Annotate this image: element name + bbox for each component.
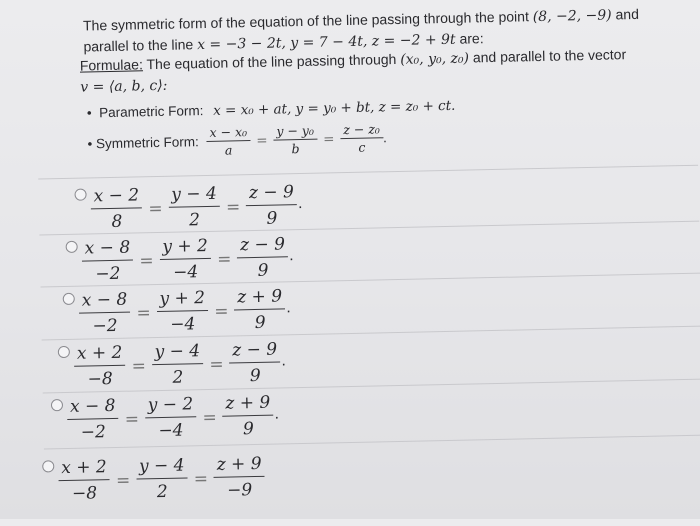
x-fraction [58,455,111,507]
y-fraction [136,453,189,505]
x-fraction [81,236,134,288]
equals-sign: = [322,130,335,148]
z-numerator: z − 9 [229,337,280,363]
sym-y-den: b [291,141,300,157]
sym-y-num: y − y₀ [273,122,317,141]
question-prefix: The symmetric form of the equation of the line passing through the point [82,8,530,34]
sym-z-num: z − z₀ [340,120,383,139]
y-numerator: y − 4 [168,182,220,208]
given-line-equation: x = −3 − 2t, y = 7 − 4t, z = −2 + 9t [196,31,456,54]
radio-button[interactable] [42,460,54,472]
z-numerator: z + 9 [222,391,273,417]
x-numerator: x − 8 [79,288,131,314]
z-numerator: z − 9 [246,180,297,206]
radio-button[interactable] [66,241,78,253]
z-denominator: 9 [242,419,255,440]
radio-button[interactable] [74,189,86,201]
y-denominator: −4 [170,314,196,335]
y-denominator: 2 [172,367,184,388]
period: . [297,194,303,213]
sym-x-num: x − x₀ [206,123,250,142]
equals-sign: = [214,301,229,322]
x-fraction [90,183,143,235]
x-numerator: x + 2 [74,341,126,367]
x-numerator: x − 8 [67,394,119,420]
period: . [281,352,287,370]
parallel-text: parallel to the line [83,36,194,55]
x-numerator: x + 2 [58,455,110,481]
z-fraction [222,391,274,443]
answer-option-3[interactable] [63,284,292,340]
z-fraction [234,284,286,336]
z-denominator: 9 [266,208,278,229]
y-fraction [144,392,197,444]
sym-x-fraction [206,123,250,159]
equals-sign: = [136,302,151,323]
y-denominator: −4 [172,262,199,283]
x-numerator: x − 2 [90,183,142,209]
y-numerator: y − 2 [144,392,196,418]
z-denominator: −9 [226,480,253,501]
formulae-text-1: The equation of the line passing through [146,50,397,73]
equals-sign: = [139,250,154,271]
bullet-dot: • [87,136,97,152]
z-numerator: z − 9 [237,232,288,258]
formulae-point: (x₀, y₀, z₀) [400,50,470,68]
y-numerator: y + 2 [159,234,211,260]
y-numerator: y − 4 [136,453,188,479]
y-fraction [159,234,212,286]
equals-sign: = [216,248,232,270]
symmetric-form [87,120,387,161]
y-numerator: y − 4 [151,339,203,365]
answer-option-4[interactable] [58,337,287,393]
sym-x-den: a [224,142,233,158]
sym-y-fraction [273,122,317,158]
given-point: (8, −2, −9) [532,7,612,26]
x-denominator: 8 [111,211,123,232]
question-and: and [615,5,640,23]
period: . [382,130,387,146]
formulae-text-2: and parallel to the vector [472,46,627,66]
period: . [286,299,291,317]
z-denominator: 9 [254,312,266,334]
z-fraction [229,337,281,389]
question-are: are: [459,30,484,47]
x-numerator: x − 8 [81,236,133,262]
sym-z-den: c [358,139,366,155]
radio-button[interactable] [63,293,75,305]
y-numerator: y + 2 [156,286,208,312]
x-denominator: −2 [92,315,118,337]
equals-sign: = [124,408,140,430]
x-fraction [74,341,127,393]
bullet-dot: • [86,105,96,121]
answer-option-6[interactable] [42,452,265,508]
x-denominator: −2 [95,263,121,285]
radio-button[interactable] [58,346,70,358]
y-fraction [156,286,209,338]
x-denominator: −8 [71,483,98,504]
z-fraction [213,452,265,504]
equals-sign: = [225,196,241,218]
equals-sign: = [148,198,163,219]
period: . [274,405,280,423]
z-fraction [246,180,298,232]
formulae-heading: Formulae: [79,56,144,74]
answer-option-5[interactable] [51,391,280,447]
z-fraction [237,232,289,284]
radio-button[interactable] [51,399,63,411]
equals-sign: = [209,354,224,375]
equals-sign: = [131,355,147,377]
equals-sign: = [193,468,209,489]
parametric-form [87,98,456,122]
x-fraction [67,394,120,446]
y-denominator: 2 [188,210,201,231]
y-denominator: −4 [158,420,184,442]
x-denominator: −2 [80,422,107,443]
x-fraction [79,288,132,340]
formulae-vector: v = ⟨a, b, c⟩: [80,77,168,96]
equals-sign: = [202,407,217,428]
sym-z-fraction [340,120,383,156]
answer-option-2[interactable] [65,232,294,288]
z-denominator: 9 [249,365,261,387]
x-denominator: −8 [87,368,113,390]
parametric-label: Parametric Form: [98,103,204,121]
z-numerator: z + 9 [234,284,285,310]
parametric-equation: x = x₀ + at, y = y₀ + bt, z = z₀ + ct. [212,97,456,119]
equals-sign: = [115,470,131,491]
y-denominator: 2 [156,481,168,503]
equals-sign: = [256,132,268,149]
divider [38,165,698,180]
z-denominator: 9 [257,260,269,281]
symmetric-label: Symmetric Form: [95,134,199,152]
y-fraction [151,339,204,391]
z-numerator: z + 9 [213,452,264,478]
period: . [289,247,294,265]
y-fraction [168,182,221,234]
answer-option-1[interactable] [74,180,303,236]
